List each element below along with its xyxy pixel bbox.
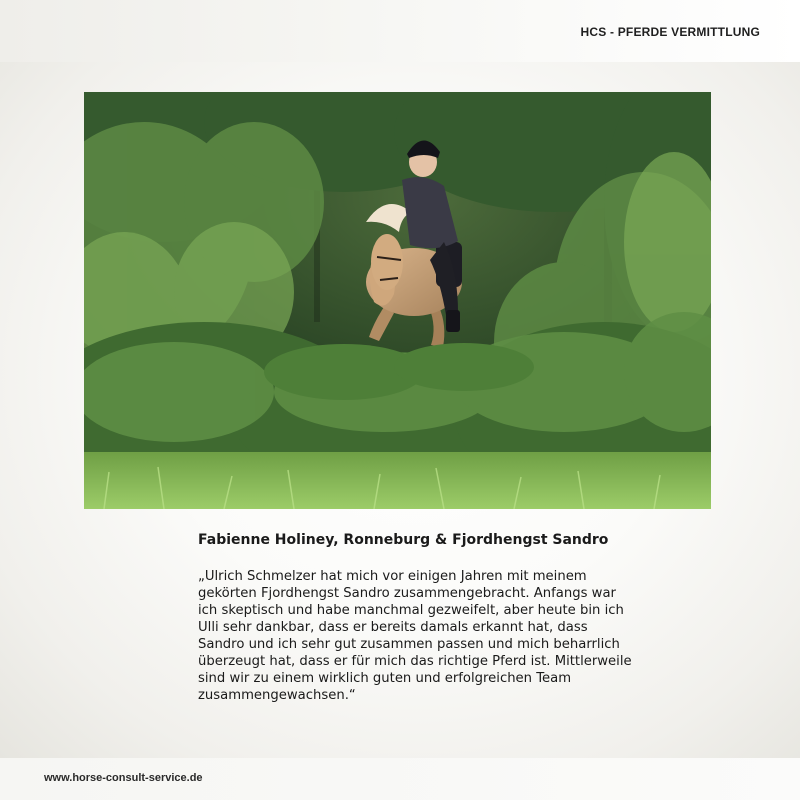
footer-band bbox=[0, 758, 800, 800]
testimonial-title: Fabienne Holiney, Ronneburg & Fjordhengst Sandro bbox=[198, 532, 609, 548]
website-link[interactable]: www.horse-consult-service.de bbox=[44, 772, 203, 784]
brand-title: HCS - PFERDE VERMITTLUNG bbox=[580, 25, 760, 39]
testimonial-quote: „Ulrich Schmelzer hat mich vor einigen Jahren mit meinem gekörten Fjordhengst Sandro zusammengebracht. Anfangs war ich skeptisch und habe manchmal gezweifelt, aber heute bin ich Ulli sehr dankbar, dass er bereits damals erkannt hat, dass Sandro und ich sehr gut zusammen passen und mich beharrlich überzeugt hat, dass er für mich das richtige Pferd ist. Mittlerweile sind wir zu einem wirklich guten und erfolgreichen Team zusammengewachsen.“ bbox=[198, 569, 632, 703]
testimonial-photo bbox=[84, 92, 711, 509]
header-band bbox=[0, 0, 800, 62]
